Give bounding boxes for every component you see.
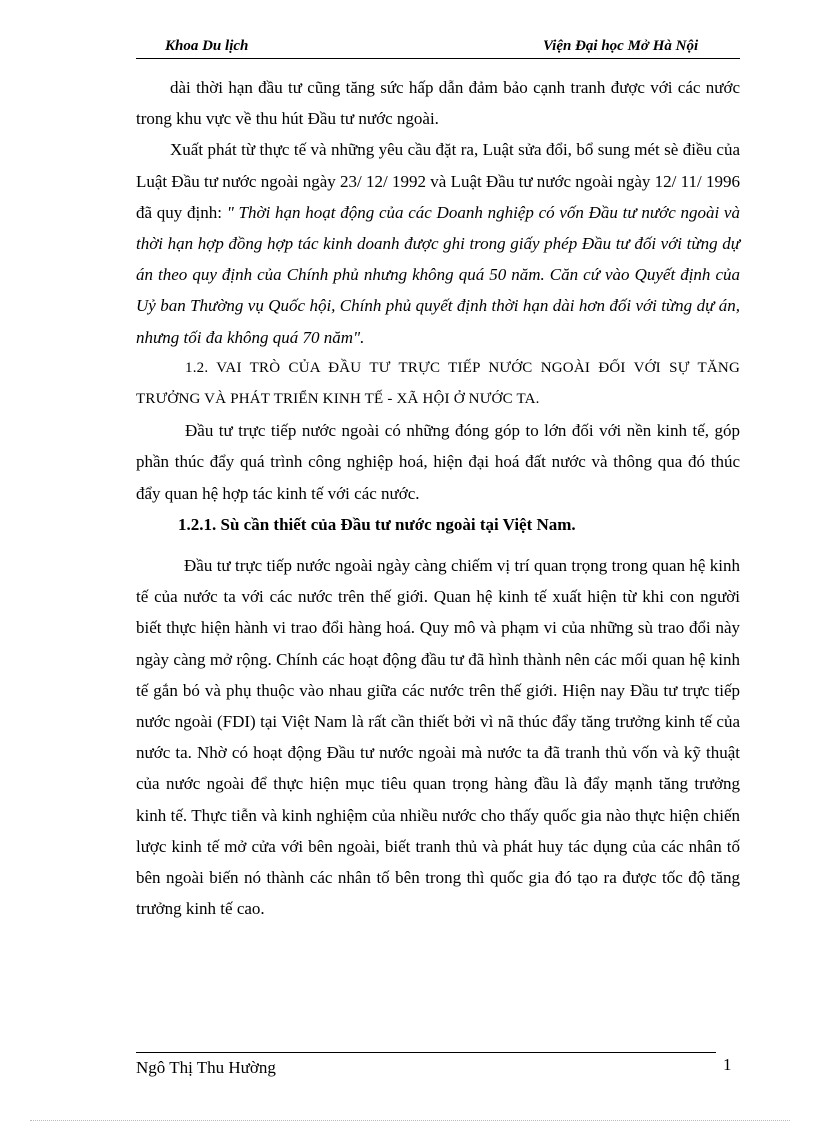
paragraph-2-lead: Xuất phát từ thực tế và những yêu cầu đặt ra, Luật sửa đổi, bổ sung mét sè điều của Luật Đầu tư nước ngoài ngày 23/ 12/ 1992 và Luật Đầu tư nước ngoài ngày 12/ 11/ 1996 đã quy định:: [136, 140, 740, 222]
subsection-heading: 1.2.1. Sù cần thiết của Đầu tư nước ngoài tại Việt Nam.: [178, 514, 576, 534]
paragraph-4: Đầu tư trực tiếp nước ngoài ngày càng chiếm vị trí quan trọng trong quan hệ kinh tế của nước ta với các nước trên thế giới. Quan hệ kinh tế xuất hiện từ khi con người biết thực hiện hành vi trao đổi hàng hoá. Quy mô và phạm vi của những sù trao đổi này ngày càng mở rộng. Chính các hoạt động đầu tư đã hình thành nên các mối quan hệ kinh tế gắn bó và phụ thuộc vào nhau giữa các nước trên thế giới. Hiện nay Đầu tư trực tiếp nước ngoài (FDI) tại Việt Nam là rất cần thiết bởi vì nã thúc đẩy tăng trưởng kinh tế của nước ta. Nhờ có hoạt động Đầu tư nước ngoài mà nước ta đã tranh thủ vốn và kỹ thuật của nước ngoài để thực hiện mục tiêu quan trọng hàng đầu là đẩy mạnh tăng trưởng kinh tế. Thực tiễn và kinh nghiệm của nhiều nước cho thấy quốc gia nào thực hiện chiến lược kinh tế mở cửa với bên ngoài, biết tranh thủ và phát huy tác dụng của các nhân tố bên ngoài biến nó thành các nhân tố bên trong thì quốc gia đó tạo ra được tốc độ tăng trưởng kinh tế cao.: [136, 556, 740, 919]
page-number: 1: [723, 1055, 732, 1074]
header-department: Khoa Du lịch: [165, 38, 249, 54]
footer-divider: [136, 1052, 716, 1053]
document-body: [136, 72, 740, 924]
header-divider: [136, 58, 740, 59]
paragraph-2-quote: " Thời hạn hoạt động của các Doanh nghiệp có vốn Đầu tư nước ngoài và thời hạn hợp đồng hợp tác kinh doanh được ghi trong giấy phép Đầu tư đối với từng dự án theo quy định của Chính phủ nhưng không quá 50 năm. Căn cứ vào Quyết định của Uỷ ban Thường vụ Quốc hội, Chính phủ quyết định thời hạn dài hơn đối với từng dự án, nhưng tối đa không quá 70 năm".: [136, 202, 740, 347]
paragraph-2: [136, 134, 740, 352]
paragraph-1: dài thời hạn đầu tư cũng tăng sức hấp dẫn đảm bảo cạnh tranh được với các nước trong khu vực về thu hút Đầu tư nước ngoài.: [136, 78, 740, 129]
paragraph-3: Đầu tư trực tiếp nước ngoài có những đóng góp to lớn đối với nền kinh tế, góp phần thúc đẩy quá trình công nghiệp hoá, hiện đại hoá đất nước và thông qua đó thúc đẩy quan hệ hợp tác kinh tế với các nước.: [136, 421, 740, 503]
page-break-marker: [30, 1120, 790, 1121]
section-heading: 1.2. VAI TRÒ CỦA ĐẦU TƯ TRỰC TIẾP NƯỚC NGOÀI ĐỐI VỚI SỰ TĂNG TRƯỞNG VÀ PHÁT TRIỂN KINH TẾ - XÃ HỘI Ở NƯỚC TA.: [136, 359, 740, 408]
header-institution: Viện Đại học Mở Hà Nội: [543, 38, 699, 54]
footer-author: Ngô Thị Thu Hường: [136, 1058, 276, 1077]
